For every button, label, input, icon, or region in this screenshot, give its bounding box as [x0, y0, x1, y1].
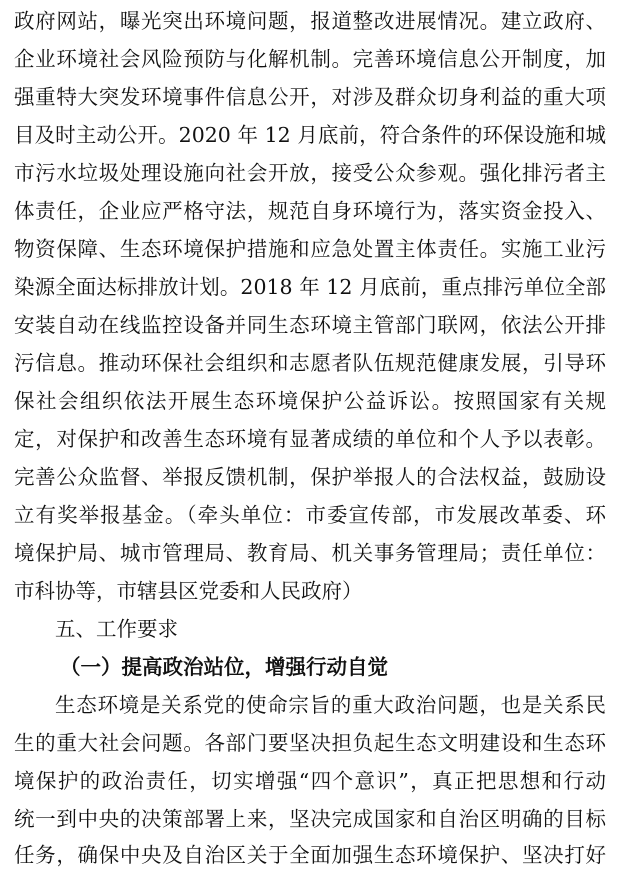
body-text-line: 境保护局、城市管理局、教育局、机关事务管理局；责任单位：	[14, 541, 606, 565]
body-text-line: 定，对保护和改善生态环境有显著成绩的单位和个人予以表彰。	[14, 427, 606, 451]
body-text-line: 生的重大社会问题。各部门要坚决担负起生态文明建设和生态环	[14, 731, 606, 755]
body-text-line: 污信息。推动环保社会组织和志愿者队伍规范健康发展，引导环	[14, 351, 606, 375]
body-text-line: 统一到中央的决策部署上来，坚决完成国家和自治区明确的目标	[14, 807, 606, 831]
section-heading: 五、工作要求	[55, 617, 178, 641]
body-text-line: 体责任，企业应严格守法，规范自身环境行为，落实资金投入、	[14, 199, 606, 223]
body-text-line: 染源全面达标排放计划。2018 年 12 月底前，重点排污单位全部	[14, 275, 606, 299]
body-text-line: 立有奖举报基金。（牵头单位：市委宣传部，市发展改革委、环	[14, 503, 606, 527]
body-text-line: 安装自动在线监控设备并同生态环境主管部门联网，依法公开排	[14, 313, 606, 337]
body-text-line: 保社会组织依法开展生态环境保护公益诉讼。按照国家有关规	[14, 389, 606, 413]
body-text-line: 境保护的政治责任，切实增强“四个意识”，真正把思想和行动	[14, 769, 606, 793]
body-text-line: 企业环境社会风险预防与化解机制。完善环境信息公开制度，加	[14, 47, 606, 71]
body-text-line: 政府网站，曝光突出环境问题，报道整改进展情况。建立政府、	[14, 9, 606, 33]
body-text-line: 生态环境是关系党的使命宗旨的重大政治问题，也是关系民	[55, 693, 606, 717]
body-text-line: 任务，确保中央及自治区关于全面加强生态环境保护、坚决打好	[14, 843, 606, 867]
subsection-heading: （一）提高政治站位，增强行动自觉	[60, 655, 388, 679]
body-text-line: 目及时主动公开。2020 年 12 月底前，符合条件的环保设施和城	[14, 123, 606, 147]
body-text-line: 强重特大突发环境事件信息公开，对涉及群众切身利益的重大项	[14, 85, 606, 109]
body-text-line: 物资保障、生态环境保护措施和应急处置主体责任。实施工业污	[14, 237, 606, 261]
body-text-line: 完善公众监督、举报反馈机制，保护举报人的合法权益，鼓励设	[14, 465, 606, 489]
body-text-line: 市科协等，市辖县区党委和人民政府）	[14, 579, 363, 603]
body-text-line: 市污水垃圾处理设施向社会开放，接受公众参观。强化排污者主	[14, 161, 606, 185]
